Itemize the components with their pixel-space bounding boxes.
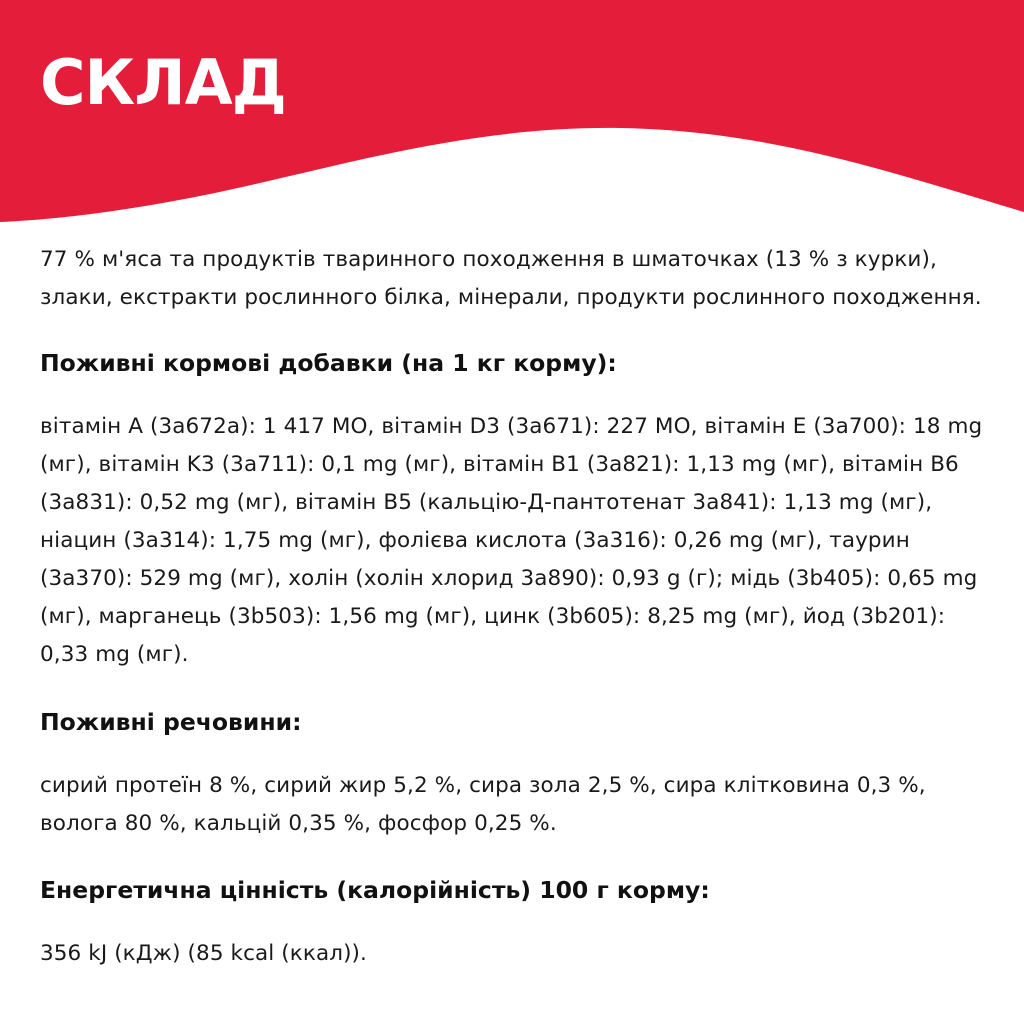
composition-text: 77 % м'яса та продуктів тваринного походження в шматочках (13 % з курки), злаки, екстракти рослинного білка, мінерали, продукти рослинного походження.	[40, 247, 982, 310]
page-title: СКЛАД	[40, 46, 286, 119]
energy-heading: Енергетична цінність (калорійність) 100 г корму:	[40, 876, 710, 904]
composition-content	[40, 240, 990, 973]
nutrients-text: сирий протеїн 8 %, сирий жир 5,2 %, сира зола 2,5 %, сира клітковина 0,3 %, волога 80 %, кальцій 0,35 %, фосфор 0,25 %.	[40, 773, 926, 836]
header-banner	[0, 0, 1024, 240]
nutrients-heading: Поживні речовини:	[40, 708, 302, 736]
energy-text: 356 kJ (кДж) (85 kcal (ккал)).	[40, 941, 367, 966]
header-wave-shape	[0, 0, 1024, 240]
additives-heading: Поживні кормові добавки (на 1 кг корму):	[40, 349, 617, 377]
additives-text: вітамін A (3a672a): 1 417 MO, вітамін D3 (3a671): 227 MO, вітамін E (3a700): 18 mg (мг), вітамін K3 (3a711): 0,1 mg (мг), вітамін B1 (3a821): 1,13 mg (мг), вітамін B6 (3a831): 0,52 mg (мг), вітамін B5 (кальцію-Д-пантотенат 3a841): 1,13 mg (мг), ніацин (3a314): 1,75 mg (мг), фолієва кислота (3a316): 0,26 mg (мг), таурин (3a370): 529 mg (мг), холін (холін хлорид 3a890): 0,93 g (г); мідь (3b405): 0,65 mg (мг), марганець (3b503): 1,56 mg (мг), цинк (3b605): 8,25 mg (мг), йод (3b201): 0,33 mg (мг).	[40, 414, 983, 667]
